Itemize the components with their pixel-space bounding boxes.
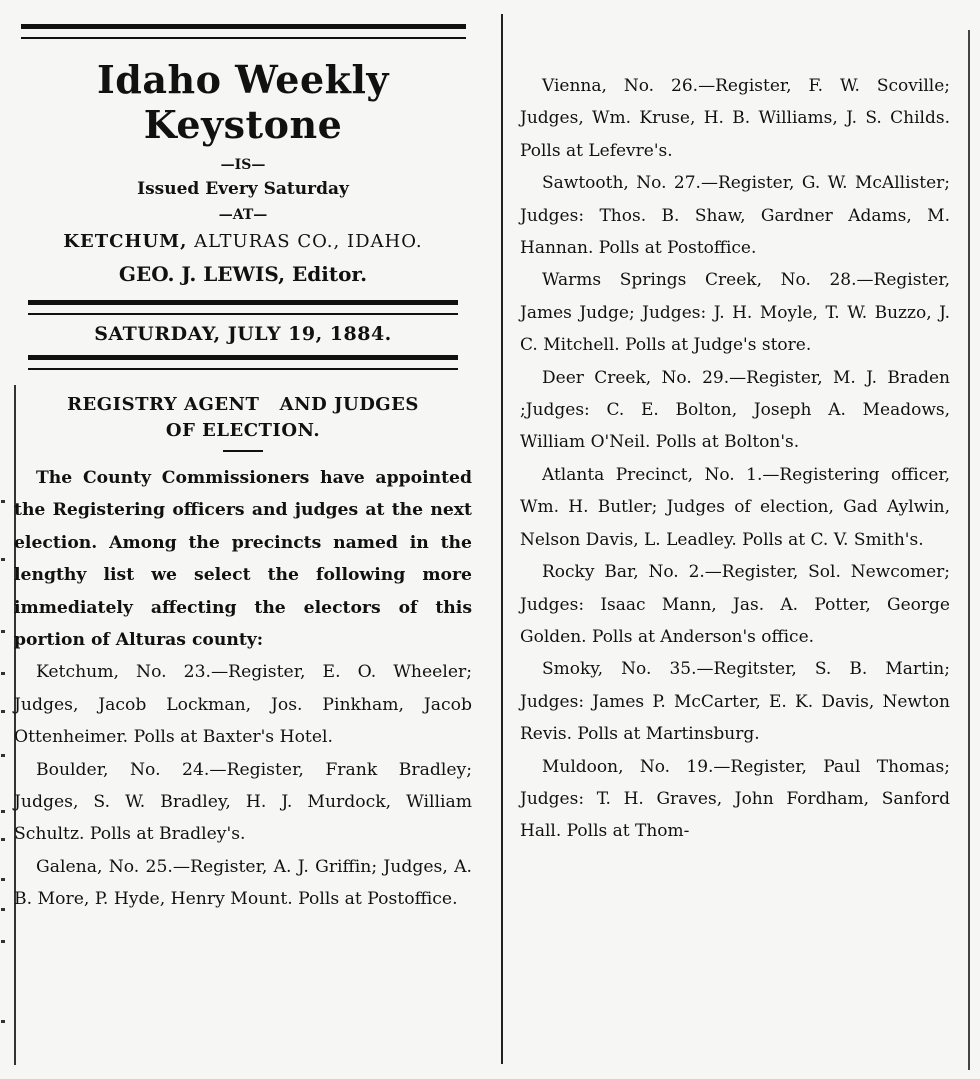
left-column — [14, 24, 472, 916]
precinct-atlanta: Atlanta Precinct, No. 1.—Registering officer, Wm. H. Butler; Judges of election, Gad Aylwin, Nelson Davis, L. Leadley. Polls at C. V. Smith's. — [520, 464, 950, 550]
masthead-at: —AT— — [218, 207, 268, 223]
masthead-issued: Issued Every Saturday — [137, 179, 349, 199]
article-intro: The County Commissioners have appointed the Registering officers and judges at the next election. Among the precincts named in the lengthy list we select the following more immediately affecting the electors of this portion of Alturas county: — [14, 468, 472, 651]
headline-line-2: OF ELECTION. — [165, 420, 321, 441]
precinct-deer-creek: Deer Creek, No. 29.—Register, M. J. Braden ;Judges: C. E. Bolton, Joseph A. Meadows, William O'Neil. Polls at Bolton's. — [520, 367, 950, 453]
issue-date: SATURDAY, JULY 19, 1884. — [94, 323, 392, 345]
precinct-muldoon: Muldoon, No. 19.—Register, Paul Thomas; Judges: T. H. Graves, John Fordham, Sanford Hall. Polls at Thom- — [520, 756, 950, 842]
precinct-boulder: Boulder, No. 24.—Register, Frank Bradley; Judges, S. W. Bradley, H. J. Murdock, William Schultz. Polls at Bradley's. — [14, 759, 472, 845]
masthead-title: Idaho Weekly Keystone — [97, 57, 389, 147]
right-column — [520, 70, 950, 848]
headline-rule — [223, 450, 263, 452]
date-bottom-rule — [28, 355, 458, 370]
column-divider — [501, 14, 503, 1064]
article-headline — [14, 392, 472, 444]
location-rest: ALTURAS CO., IDAHO. — [187, 231, 423, 252]
left-margin-marks — [0, 380, 8, 1070]
masthead-top-rule — [21, 24, 466, 39]
precinct-rocky-bar: Rocky Bar, No. 2.—Register, Sol. Newcomer; Judges: Isaac Mann, Jas. A. Potter, George Golden. Polls at Anderson's office. — [520, 562, 950, 647]
masthead-is: —IS— — [220, 157, 266, 173]
date-top-rule — [28, 300, 458, 315]
precinct-warm-springs-creek: Warms Springs Creek, No. 28.—Register, James Judge; Judges: J. H. Moyle, T. W. Buzzo, J. C. Mitchell. Polls at Judge's store. — [520, 270, 950, 356]
headline-line-1: REGISTRY AGENT AND JUDGES — [67, 394, 419, 415]
precinct-smoky: Smoky, No. 35.—Regitster, S. B. Martin; Judges: James P. McCarter, E. K. Davis, Newton Revis. Polls at Martinsburg. — [520, 659, 950, 745]
precinct-vienna: Vienna, No. 26.—Register, F. W. Scoville; Judges, Wm. Kruse, H. B. Williams, J. S. Childs. Polls at Lefevre's. — [520, 76, 950, 161]
right-edge-rule — [968, 30, 970, 1070]
location-town: KETCHUM, — [63, 231, 188, 252]
precinct-ketchum: Ketchum, No. 23.—Register, E. O. Wheeler; Judges, Jacob Lockman, Jos. Pinkham, Jacob Ottenheimer. Polls at Baxter's Hotel. — [14, 662, 472, 748]
precinct-sawtooth: Sawtooth, No. 27.—Register, G. W. McAllister; Judges: Thos. B. Shaw, Gardner Adams, M. Hannan. Polls at Postoffice. — [520, 173, 950, 259]
precinct-galena: Galena, No. 25.—Register, A. J. Griffin; Judges, A. B. More, P. Hyde, Henry Mount. Polls at Postoffice. — [14, 856, 472, 910]
masthead-editor: GEO. J. LEWIS, Editor. — [118, 262, 368, 286]
masthead-location — [14, 231, 472, 252]
